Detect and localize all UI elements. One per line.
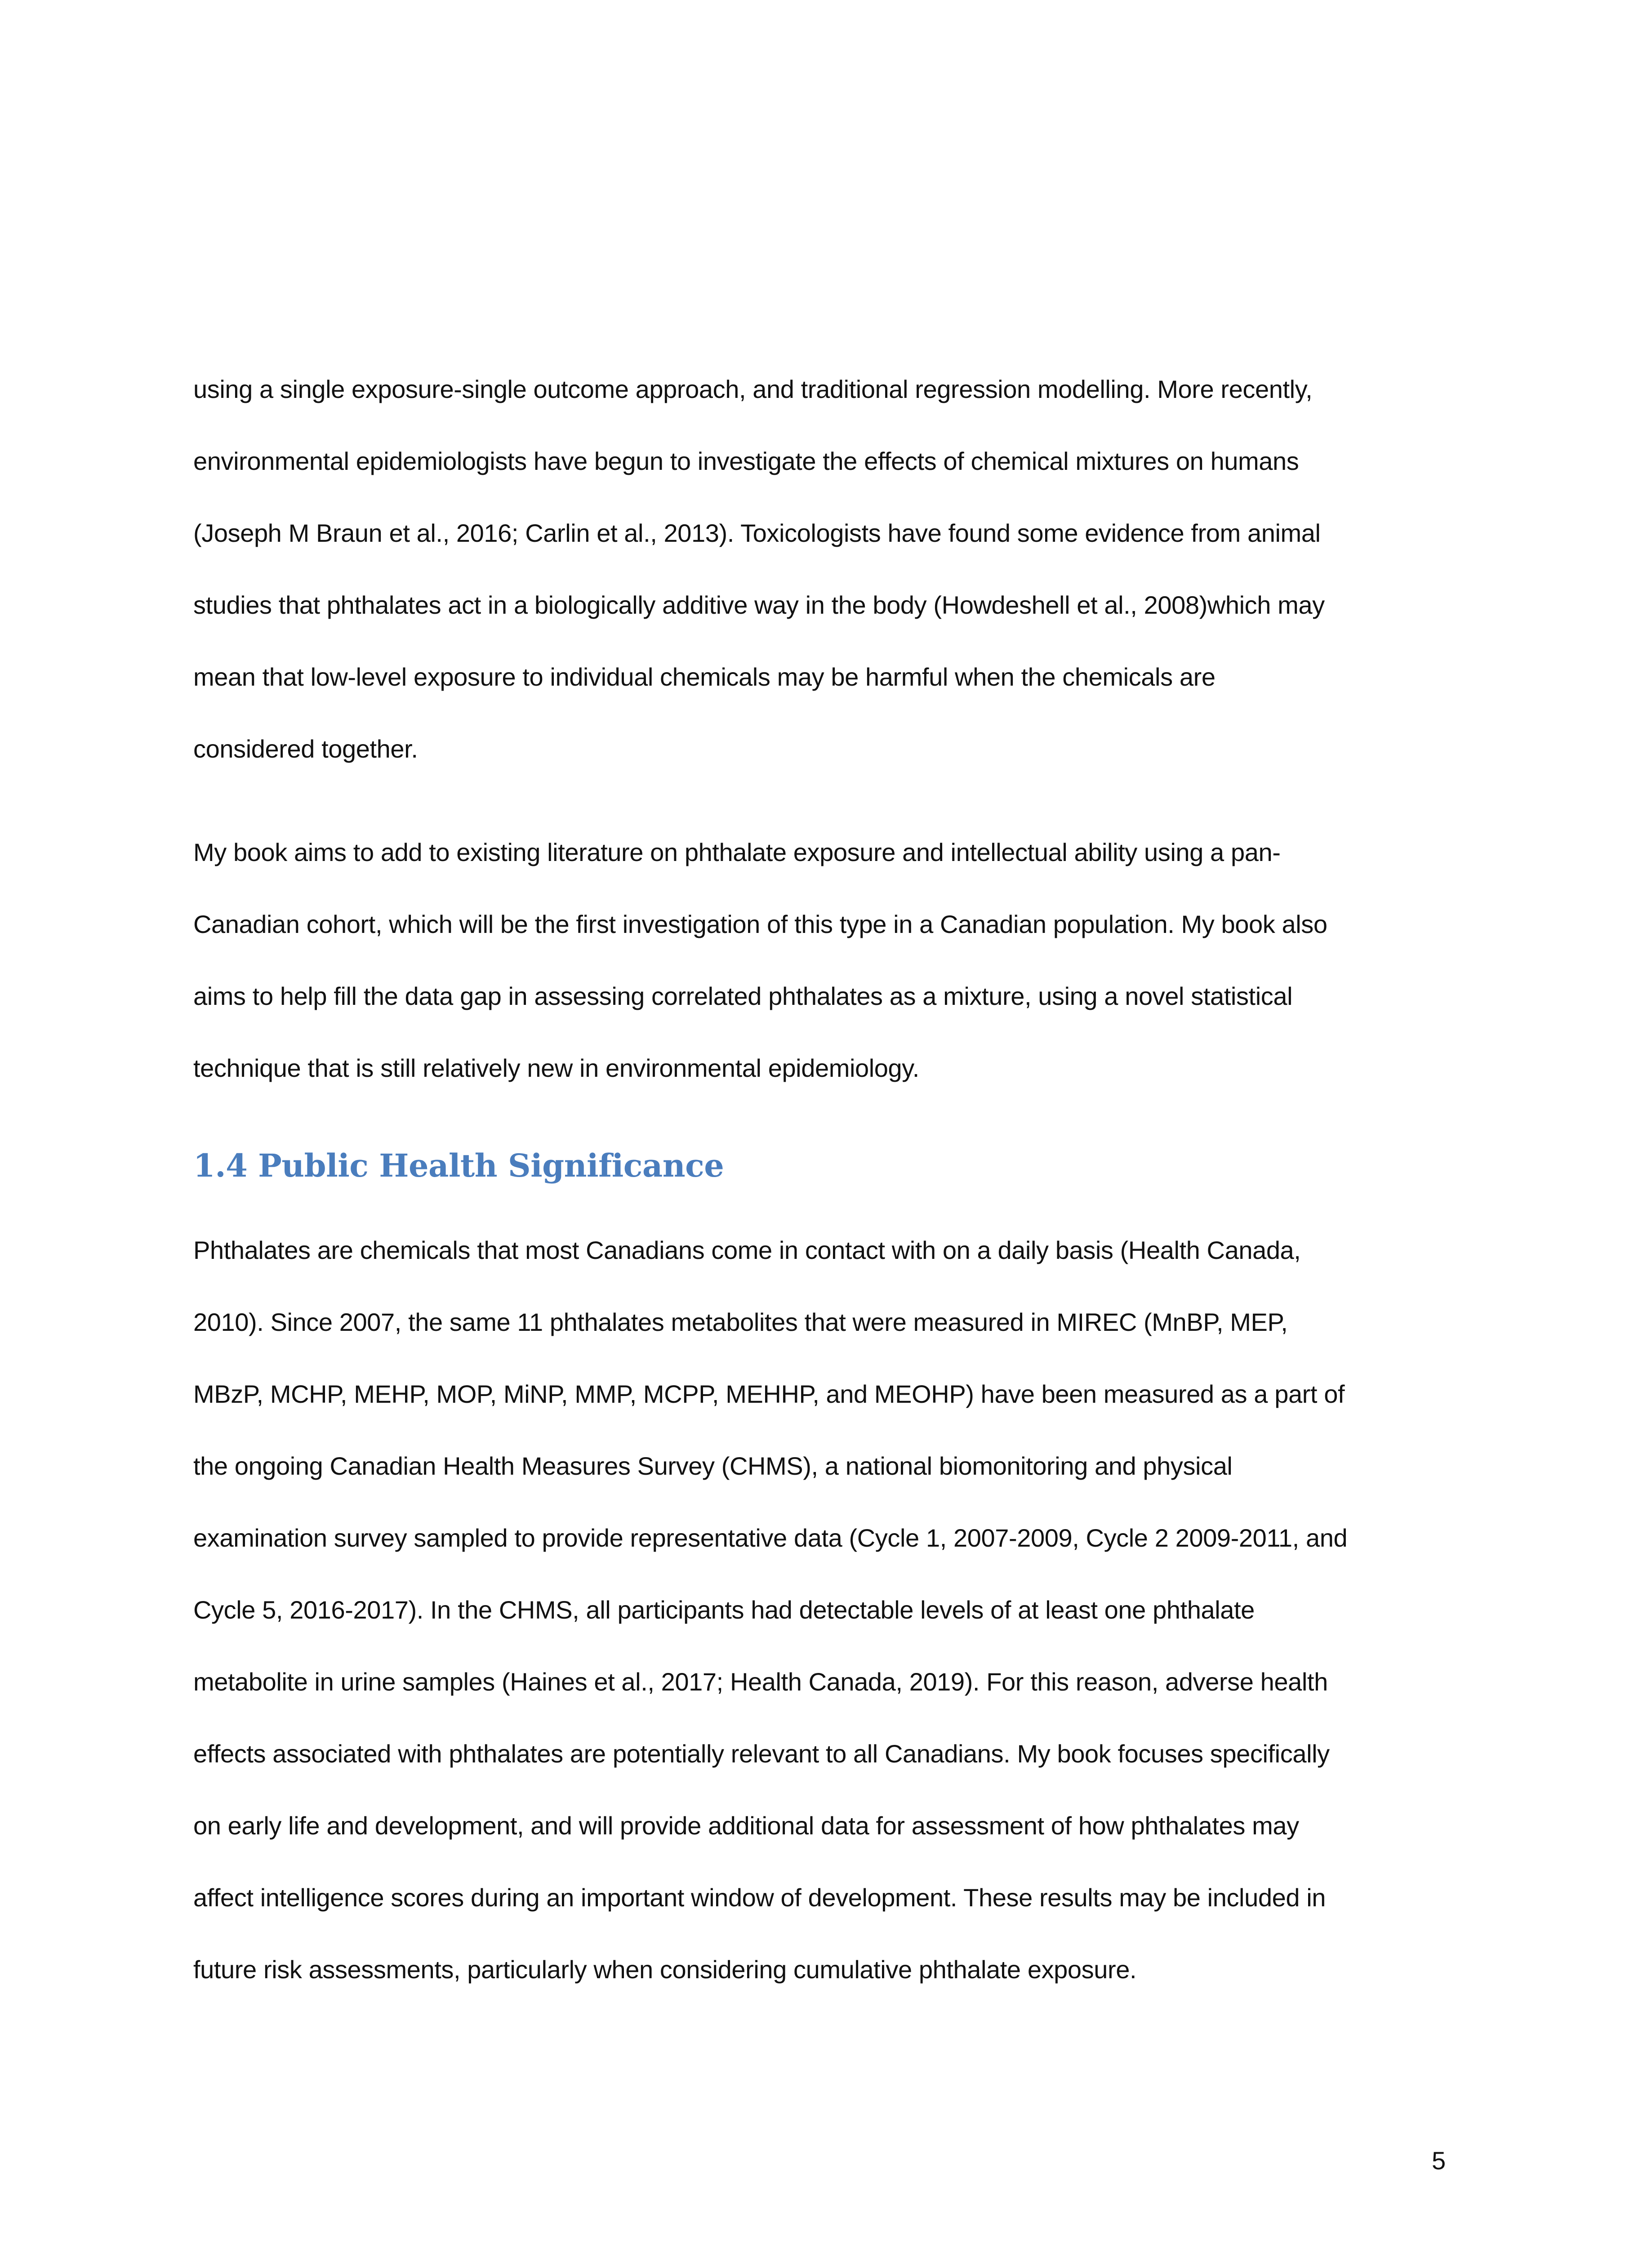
paragraph-line: future risk assessments, particularly when considering cumulative phthalate exposure. [193, 1955, 1137, 1984]
paragraph-line: aims to help fill the data gap in assessing correlated phthalates as a mixture, using a novel statistical [193, 982, 1293, 1010]
paragraph-line: Cycle 5, 2016-2017). In the CHMS, all participants had detectable levels of at least one phthalate [193, 1596, 1255, 1624]
paragraph-line: the ongoing Canadian Health Measures Survey (CHMS), a national biomonitoring and physical [193, 1452, 1233, 1480]
paragraph-line: technique that is still relatively new in environmental epidemiology. [193, 1054, 919, 1082]
paragraph-line: My book aims to add to existing literature on phthalate exposure and intellectual ability using a pan- [193, 838, 1281, 866]
paragraph-line: 2010). Since 2007, the same 11 phthalates metabolites that were measured in MIREC (MnBP, MEP, [193, 1308, 1288, 1336]
paragraph-line: Canadian cohort, which will be the first investigation of this type in a Canadian population. My book also [193, 910, 1327, 938]
paragraph-line: on early life and development, and will provide additional data for assessment of how phthalates may [193, 1811, 1299, 1840]
paragraph-line: examination survey sampled to provide representative data (Cycle 1, 2007-2009, Cycle 2 2009-2011, and [193, 1524, 1348, 1552]
paragraph-line: metabolite in urine samples (Haines et al., 2017; Health Canada, 2019). For this reason, adverse health [193, 1668, 1328, 1696]
section-heading: 1.4 Public Health Significance [193, 1147, 724, 1184]
paragraph-line: studies that phthalates act in a biologically additive way in the body (Howdeshell et al., 2008)which may [193, 591, 1325, 619]
paragraph-line: Phthalates are chemicals that most Canadians come in contact with on a daily basis (Health Canada, [193, 1236, 1301, 1264]
paragraph-line: environmental epidemiologists have begun to investigate the effects of chemical mixtures on humans [193, 447, 1299, 475]
paragraph-line: considered together. [193, 735, 418, 763]
paragraph-line: (Joseph M Braun et al., 2016; Carlin et al., 2013). Toxicologists have found some evidence from animal [193, 519, 1321, 547]
page-number: 5 [1432, 2146, 1446, 2175]
paragraph-line: affect intelligence scores during an important window of development. These results may be included in [193, 1883, 1326, 1912]
paragraph-line: mean that low-level exposure to individual chemicals may be harmful when the chemicals are [193, 663, 1216, 691]
paragraph-line: using a single exposure-single outcome approach, and traditional regression modelling. More recently, [193, 375, 1313, 403]
paragraph-line: MBzP, MCHP, MEHP, MOP, MiNP, MMP, MCPP, MEHHP, and MEOHP) have been measured as a part of [193, 1380, 1345, 1408]
paragraph-line: effects associated with phthalates are potentially relevant to all Canadians. My book focuses specifically [193, 1740, 1330, 1768]
